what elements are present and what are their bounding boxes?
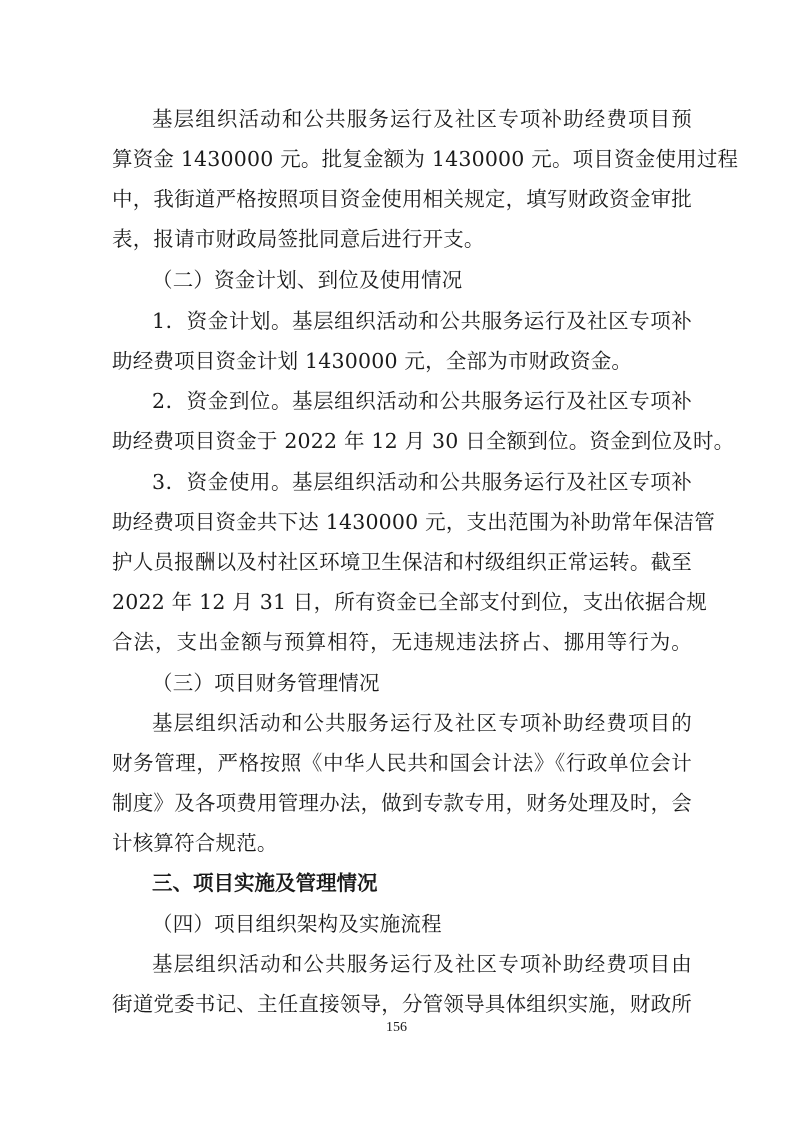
- paragraph-line: 2．资金到位。基层组织活动和公共服务运行及社区专项补: [152, 389, 692, 413]
- paragraph-line: 财务管理，严格按照《中华人民共和国会计法》《行政单位会计: [112, 751, 692, 775]
- paragraph-line: 3．资金使用。基层组织活动和公共服务运行及社区专项补: [152, 470, 692, 494]
- paragraph-line: 基层组织活动和公共服务运行及社区专项补助经费项目由: [152, 952, 692, 976]
- paragraph-line: 2022 年 12 月 31 日，所有资金已全部支付到位，支出依据合规: [112, 590, 707, 614]
- section-subheading: （三）项目财务管理情况: [152, 671, 380, 695]
- paragraph-line: 合法，支出金额与预算相符，无违规违法挤占、挪用等行为。: [112, 630, 692, 654]
- paragraph-line: 助经费项目资金计划 1430000 元，全部为市财政资金。: [112, 349, 633, 373]
- paragraph-line: 制度》及各项费用管理办法，做到专款专用，财务处理及时，会: [112, 791, 692, 815]
- paragraph-line: 1．资金计划。基层组织活动和公共服务运行及社区专项补: [152, 309, 692, 333]
- paragraph-line: 基层组织活动和公共服务运行及社区专项补助经费项目的: [152, 711, 692, 735]
- paragraph-line: 计核算符合规范。: [112, 831, 278, 855]
- page-number: 156: [386, 1020, 407, 1035]
- section-subheading: （二）资金计划、到位及使用情况: [152, 268, 463, 292]
- section-subheading: （四）项目组织架构及实施流程: [152, 912, 442, 936]
- paragraph-line: 中，我街道严格按照项目资金使用相关规定，填写财政资金审批: [112, 187, 692, 211]
- paragraph-line: 街道党委书记、主任直接领导，分管领导具体组织实施，财政所: [112, 992, 692, 1016]
- paragraph-line: 基层组织活动和公共服务运行及社区专项补助经费项目预: [152, 107, 692, 131]
- paragraph-line: 算资金 1430000 元。批复金额为 1430000 元。项目资金使用过程: [112, 147, 739, 171]
- paragraph-line: 护人员报酬以及村社区环境卫生保洁和村级组织正常运转。截至: [112, 550, 692, 574]
- paragraph-line: 表，报请市财政局签批同意后进行开支。: [112, 227, 485, 251]
- section-heading: 三、项目实施及管理情况: [152, 871, 378, 895]
- paragraph-line: 助经费项目资金于 2022 年 12 月 30 日全额到位。资金到位及时。: [112, 429, 735, 453]
- paragraph-line: 助经费项目资金共下达 1430000 元，支出范围为补助常年保洁管: [112, 510, 715, 534]
